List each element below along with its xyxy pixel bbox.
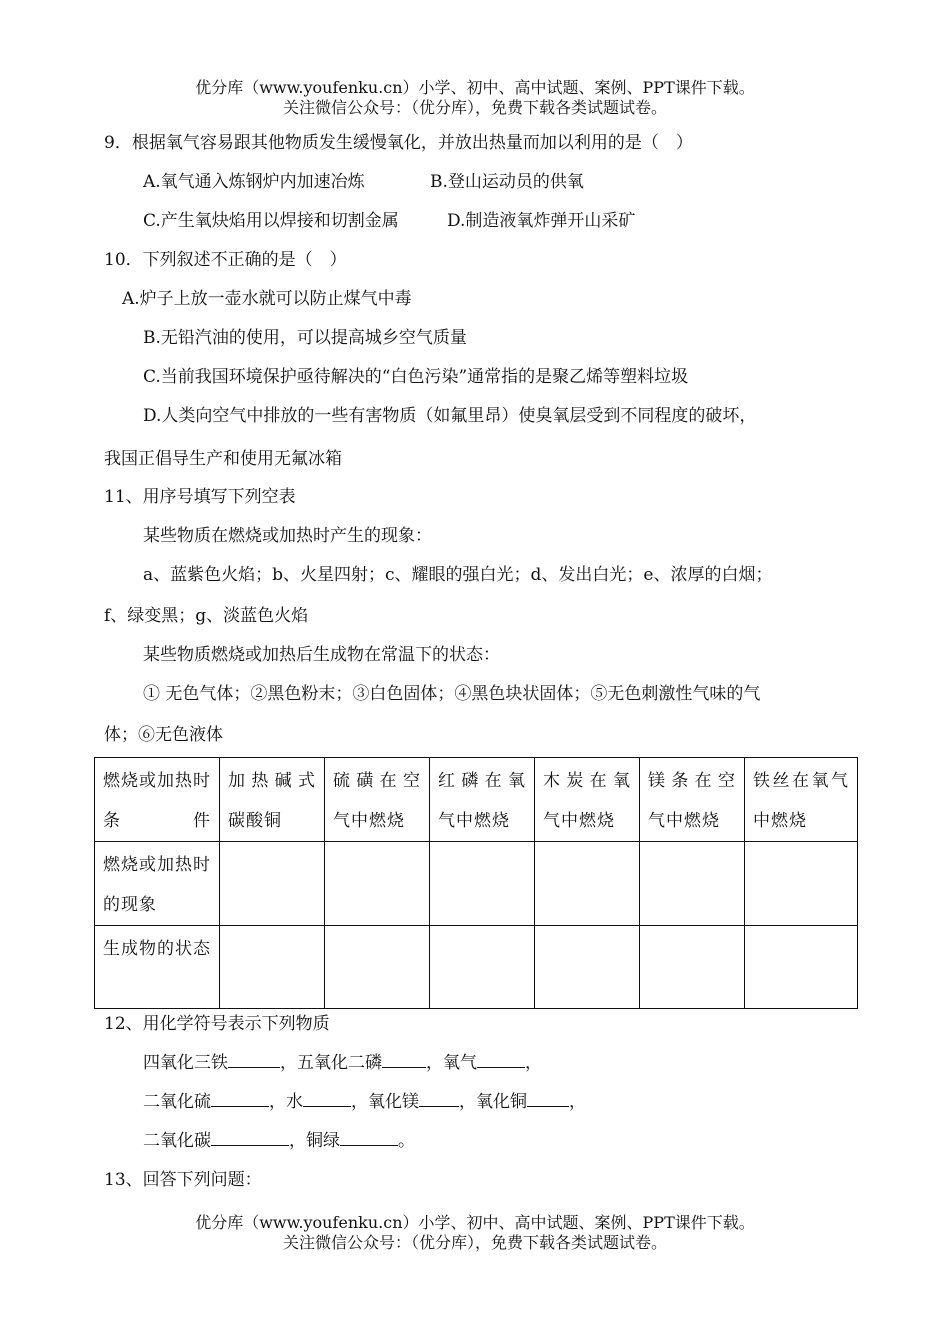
fill-label: ， bbox=[525, 1053, 542, 1073]
question-9-stem: 9．根据氧气容易跟其他物质发生缓慢氧化，并放出热量而加以利用的是（ ） bbox=[104, 133, 693, 153]
table-row-state bbox=[95, 926, 858, 1009]
fill-label: 。 bbox=[398, 1131, 415, 1151]
fill-blank[interactable] bbox=[303, 1089, 351, 1107]
header-line-1: 优分库（www.youfenku.cn）小学、初中、高中试题、案例、PPT课件下载。 bbox=[195, 78, 755, 97]
question-13-stem: 13、回答下列问题： bbox=[104, 1170, 262, 1190]
fill-blank[interactable] bbox=[477, 1050, 525, 1068]
fill-label: ， bbox=[569, 1092, 586, 1112]
question-11-stem: 11、用序号填写下列空表 bbox=[104, 487, 296, 507]
fill-label: 二氧化碳 bbox=[143, 1131, 211, 1151]
question-10-stem: 10．下列叙述不正确的是（ ） bbox=[104, 250, 347, 270]
page-header bbox=[0, 78, 950, 118]
footer-line-1: 优分库（www.youfenku.cn）小学、初中、高中试题、案例、PPT课件下载。 bbox=[195, 1213, 755, 1232]
question-10-option-d-line-2: 我国正倡导生产和使用无氟冰箱 bbox=[104, 449, 342, 469]
answer-cell[interactable] bbox=[535, 842, 640, 926]
question-12-line-2 bbox=[143, 1087, 586, 1112]
phenomena-intro: 某些物质在燃烧或加热时产生的现象： bbox=[143, 526, 432, 546]
states-list-line-1: ① 无色气体；②黑色粉末；③白色固体；④黑色块状固体；⑤无色刺激性气味的气 bbox=[143, 684, 761, 704]
answer-cell[interactable] bbox=[430, 926, 535, 1009]
table-header-cell: 燃烧或加热时条件 bbox=[95, 758, 220, 842]
row-label-state: 生成物的状态 bbox=[95, 926, 220, 1009]
combustion-table bbox=[94, 757, 858, 1009]
answer-cell[interactable] bbox=[745, 842, 858, 926]
answer-cell[interactable] bbox=[220, 926, 325, 1009]
fill-blank[interactable] bbox=[382, 1050, 426, 1068]
answer-cell[interactable] bbox=[430, 842, 535, 926]
question-10-option-d-line-1: D.人类向空气中排放的一些有害物质（如氟里昂）使臭氧层受到不同程度的破坏， bbox=[143, 406, 757, 426]
question-9-option-b: B.登山运动员的供氧 bbox=[430, 172, 584, 192]
question-9-option-a: A.氧气通入炼钢炉内加速冶炼 bbox=[143, 172, 365, 192]
fill-label: ，五氧化二磷 bbox=[280, 1053, 382, 1073]
fill-blank[interactable] bbox=[527, 1089, 569, 1107]
answer-cell[interactable] bbox=[640, 842, 745, 926]
table-header-cell: 木炭在氧气中燃烧 bbox=[535, 758, 640, 842]
fill-label: 四氧化三铁 bbox=[143, 1053, 228, 1073]
fill-blank[interactable] bbox=[228, 1050, 280, 1068]
states-intro: 某些物质燃烧或加热后生成物在常温下的状态： bbox=[143, 645, 500, 665]
question-9-option-c: C.产生氧炔焰用以焊接和切割金属 bbox=[143, 211, 399, 231]
fill-label: ，氧化镁 bbox=[351, 1092, 419, 1112]
question-9-option-d: D.制造液氧炸弹开山采矿 bbox=[447, 211, 636, 231]
footer-line-2: 关注微信公众号：（优分库），免费下载各类试题试卷。 bbox=[282, 1233, 667, 1252]
phenomena-list-line-2: f、绿变黑；g、淡蓝色火焰 bbox=[104, 606, 309, 626]
table-header-cell: 铁丝在氧气中燃烧 bbox=[745, 758, 858, 842]
table-header-cell: 镁条在空气中燃烧 bbox=[640, 758, 745, 842]
question-10-option-b: B.无铅汽油的使用，可以提高城乡空气质量 bbox=[143, 328, 467, 348]
fill-label: 二氧化硫 bbox=[143, 1092, 211, 1112]
header-line-2: 关注微信公众号：（优分库），免费下载各类试题试卷。 bbox=[282, 98, 667, 117]
fill-blank[interactable] bbox=[211, 1089, 269, 1107]
table-header-cell: 红磷在氧气中燃烧 bbox=[430, 758, 535, 842]
states-list-line-2: 体；⑥无色液体 bbox=[104, 725, 223, 745]
table-header-cell: 加热碱式碳酸铜 bbox=[220, 758, 325, 842]
answer-cell[interactable] bbox=[325, 926, 430, 1009]
table-row-phenomenon bbox=[95, 842, 858, 926]
fill-blank[interactable] bbox=[419, 1089, 459, 1107]
question-12-line-1 bbox=[143, 1048, 542, 1073]
fill-blank[interactable] bbox=[340, 1128, 398, 1146]
question-12-line-3 bbox=[143, 1126, 415, 1151]
question-10-option-a: A.炉子上放一壶水就可以防止煤气中毒 bbox=[122, 289, 412, 309]
fill-label: ，氧化铜 bbox=[459, 1092, 527, 1112]
answer-cell[interactable] bbox=[220, 842, 325, 926]
table-header-row bbox=[95, 758, 858, 842]
fill-blank[interactable] bbox=[211, 1128, 289, 1146]
fill-label: ，水 bbox=[269, 1092, 303, 1112]
page-footer bbox=[0, 1213, 950, 1253]
answer-cell[interactable] bbox=[745, 926, 858, 1009]
answer-cell[interactable] bbox=[640, 926, 745, 1009]
row-label-phenomenon: 燃烧或加热时的现象 bbox=[95, 842, 220, 926]
table-header-cell: 硫磺在空气中燃烧 bbox=[325, 758, 430, 842]
question-12-stem: 12、用化学符号表示下列物质 bbox=[104, 1014, 330, 1034]
phenomena-list-line-1: a、蓝紫色火焰；b、火星四射；c、耀眼的强白光；d、发出白光；e、浓厚的白烟； bbox=[143, 565, 773, 585]
question-10-option-c: C.当前我国环境保护亟待解决的“白色污染”通常指的是聚乙烯等塑料垃圾 bbox=[143, 367, 689, 387]
fill-label: ，氧气 bbox=[426, 1053, 477, 1073]
answer-cell[interactable] bbox=[325, 842, 430, 926]
answer-cell[interactable] bbox=[535, 926, 640, 1009]
fill-label: ，铜绿 bbox=[289, 1131, 340, 1151]
